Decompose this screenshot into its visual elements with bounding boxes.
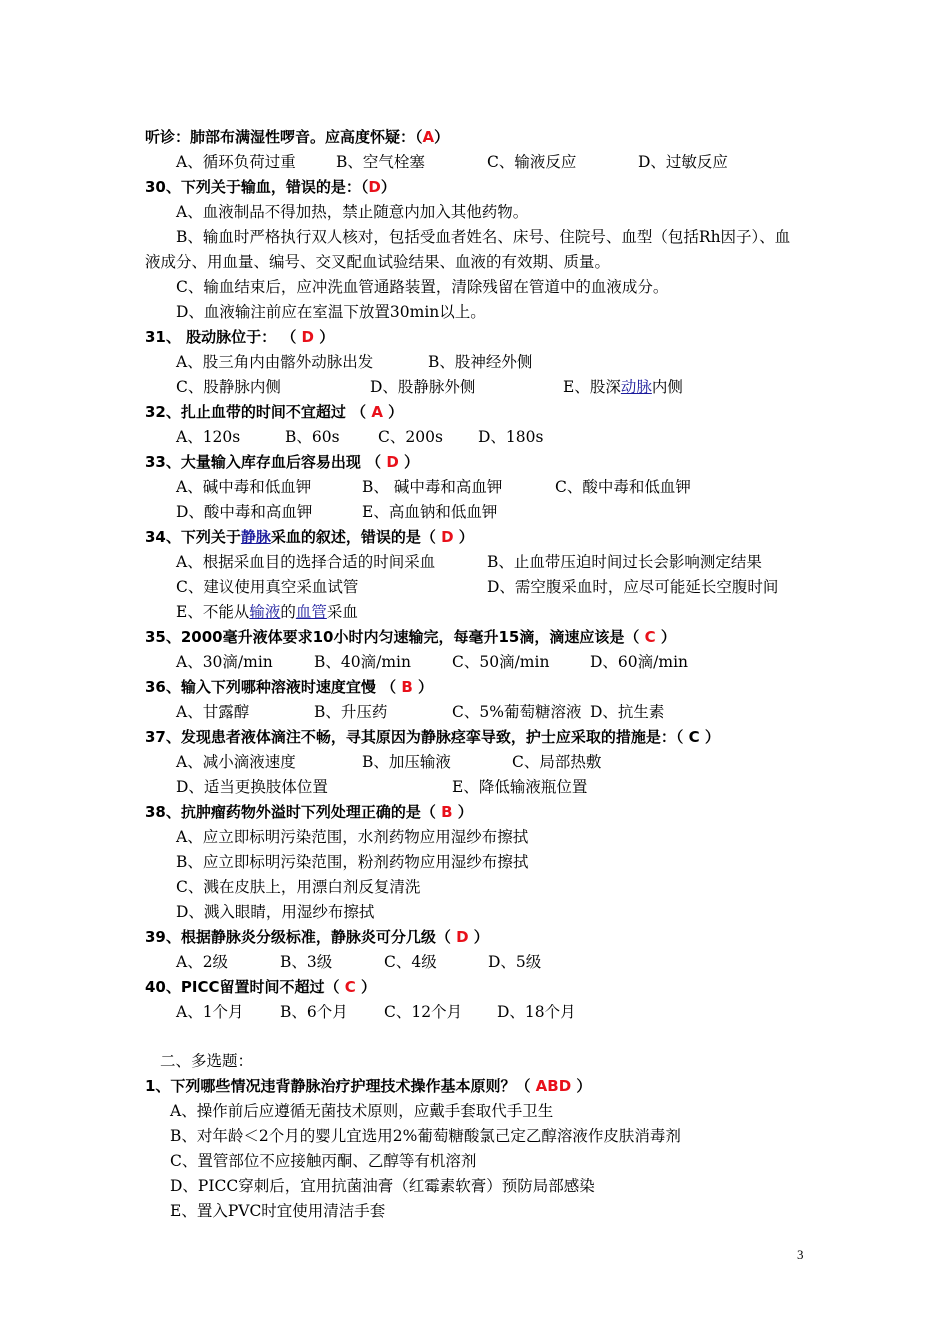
answer-option — [176, 952, 228, 972]
answer-option — [176, 577, 358, 597]
answer-option — [176, 352, 373, 372]
hyperlink[interactable]: 动脉 — [620, 378, 652, 396]
answer-option — [487, 152, 576, 172]
option-text: C、局部热敷 — [512, 753, 602, 771]
body-text: 液成分、用血量、编号、交叉配血试验结果、血液的有效期、质量。 — [145, 253, 611, 271]
answer-option — [563, 377, 683, 397]
hyperlink[interactable]: 静脉 — [240, 528, 271, 546]
answer-key: ABD — [535, 1077, 572, 1095]
option-text: B、60s — [285, 428, 340, 446]
question-text — [145, 127, 449, 147]
answer-option — [384, 1002, 462, 1022]
option-text: E、降低输液瓶位置 — [452, 778, 588, 796]
question-text — [145, 727, 720, 747]
answer-option — [488, 952, 541, 972]
question-text — [145, 1076, 591, 1096]
option-text: B、6个月 — [280, 1003, 348, 1021]
answer-key: D — [301, 328, 314, 346]
option-text: B、股神经外侧 — [428, 353, 533, 371]
option-text: D、180s — [478, 428, 544, 446]
answer-option — [428, 352, 532, 372]
answer-key: A — [422, 128, 435, 146]
option-text: B、40滴/min — [314, 653, 411, 671]
answer-option — [512, 752, 601, 772]
answer-key: D — [456, 928, 469, 946]
answer-key: B — [441, 803, 453, 821]
answer-option — [314, 702, 387, 722]
answer-key: D — [386, 453, 399, 471]
answer-option — [384, 952, 437, 972]
option-text: C、50滴/min — [452, 653, 550, 671]
answer-key: D — [368, 178, 381, 196]
body-text: C、溅在皮肤上，用漂白剂反复清洗 — [176, 878, 421, 896]
option-text: 内侧 — [651, 378, 683, 396]
answer-option — [176, 502, 312, 522]
question-stem: ） — [434, 128, 450, 146]
answer-option — [285, 427, 340, 447]
question-text — [145, 627, 676, 647]
body-text: C、置管部位不应接触丙酮、乙醇等有机溶剂 — [170, 1152, 477, 1170]
body-text: D、溅入眼睛，用湿纱布擦拭 — [176, 903, 375, 921]
option-text: 采血 — [326, 603, 358, 621]
answer-option — [452, 652, 549, 672]
hyperlink[interactable]: 输液 — [249, 603, 281, 621]
option-text: C、200s — [378, 428, 443, 446]
question-text — [145, 677, 433, 697]
answer-option — [176, 702, 249, 722]
answer-option — [176, 152, 296, 172]
option-text: D、过敏反应 — [638, 153, 728, 171]
question-stem: ） — [452, 803, 473, 821]
question-stem: ） — [453, 528, 474, 546]
page-number: 3 — [797, 1247, 804, 1262]
body-text: B、应立即标明污染范围，粉剂药物应用湿纱布擦拭 — [176, 853, 529, 871]
option-text: B、 碱中毒和高血钾 — [362, 478, 503, 496]
question-stem: 39、根据静脉炎分级标准，静脉炎可分几级（ — [145, 928, 457, 946]
option-text: A、2级 — [176, 953, 229, 971]
question-stem: ） — [412, 678, 433, 696]
answer-option — [452, 777, 587, 797]
answer-option — [555, 477, 691, 497]
answer-option — [370, 377, 475, 397]
option-text: C、建议使用真空采血试管 — [176, 578, 359, 596]
question-stem: 36、输入下列哪种溶液时速度宜慢 （ — [145, 678, 402, 696]
question-stem: ） — [355, 978, 376, 996]
option-text: C、4级 — [384, 953, 437, 971]
question-stem: ） — [655, 628, 676, 646]
question-text — [145, 327, 334, 347]
option-text: E、不能从 — [176, 603, 250, 621]
answer-option — [378, 427, 443, 447]
answer-option — [176, 752, 296, 772]
option-text: C、酸中毒和低血钾 — [555, 478, 691, 496]
option-text: B、加压输液 — [362, 753, 451, 771]
option-text: D、5级 — [488, 953, 542, 971]
question-stem: 37、发现患者液体滴注不畅，寻其原因为静脉痉挛导致，护士应采取的措施是：（ C ） — [145, 728, 720, 746]
option-text: D、18个月 — [497, 1003, 576, 1021]
option-text: D、需空腹采血时，应尽可能延长空腹时间 — [487, 578, 779, 596]
option-text: C、输液反应 — [487, 153, 577, 171]
option-text: D、60滴/min — [590, 653, 689, 671]
option-text: D、股静脉外侧 — [370, 378, 476, 396]
answer-key: C — [644, 628, 656, 646]
body-text: B、输血时严格执行双人核对，包括受血者姓名、床号、住院号、血型（包括Rh因子）、血 — [176, 228, 791, 246]
body-text: C、输血结束后，应冲洗血管通路装置，清除残留在管道中的血液成分。 — [176, 278, 669, 296]
question-stem: 32、扎止血带的时间不宜超过 （ — [145, 403, 372, 421]
question-stem: 38、抗肿瘤药物外溢时下列处理正确的是（ — [145, 803, 442, 821]
body-text: A、操作前后应遵循无菌技术原则，应戴手套取代手卫生 — [170, 1102, 554, 1120]
option-text: A、减小滴液速度 — [176, 753, 296, 771]
question-stem: ） — [398, 453, 420, 471]
answer-option — [176, 377, 281, 397]
option-text: E、股深 — [563, 378, 621, 396]
question-stem: 听诊：肺部布满湿性啰音。应高度怀疑：（ — [145, 128, 423, 146]
answer-option — [280, 1002, 348, 1022]
question-text — [145, 452, 419, 472]
answer-key: B — [401, 678, 413, 696]
question-text — [145, 527, 474, 547]
answer-option — [638, 152, 728, 172]
answer-option — [590, 652, 688, 672]
question-stem: ） — [380, 178, 396, 196]
answer-key: C — [344, 978, 356, 996]
answer-option — [497, 1002, 576, 1022]
option-text: 的 — [280, 603, 296, 621]
option-text: B、3级 — [280, 953, 333, 971]
question-stem: 33、大量输入库存血后容易出现 （ — [145, 453, 387, 471]
answer-option — [176, 652, 273, 672]
option-text: C、5%葡萄糖溶液 — [452, 703, 582, 721]
option-text: A、根据采血目的选择合适的时间采血 — [176, 553, 436, 571]
answer-option — [314, 652, 411, 672]
answer-key: A — [371, 403, 383, 421]
body-text: E、置入PVC时宜使用清洁手套 — [170, 1202, 386, 1220]
option-text: C、股静脉内侧 — [176, 378, 281, 396]
answer-option — [176, 477, 311, 497]
answer-option — [362, 502, 497, 522]
body-text: B、对年龄＜2个月的婴儿宜选用2%葡萄糖酸氯己定乙醇溶液作皮肤消毒剂 — [170, 1127, 681, 1145]
option-text: B、空气栓塞 — [336, 153, 425, 171]
question-stem: 1、下列哪些情况违背静脉治疗护理技术操作基本原则？（ — [145, 1077, 536, 1095]
option-text: D、适当更换肢体位置 — [176, 778, 328, 796]
question-stem: 采血的叙述，错误的是（ — [270, 528, 442, 546]
question-text — [145, 977, 376, 997]
question-text — [145, 802, 473, 822]
body-text: A、应立即标明污染范围，水剂药物应用湿纱布擦拭 — [176, 828, 529, 846]
answer-option — [336, 152, 425, 172]
option-text: A、股三角内由髂外动脉出发 — [176, 353, 374, 371]
option-text: D、酸中毒和高血钾 — [176, 503, 313, 521]
answer-key: D — [441, 528, 454, 546]
question-stem: ） — [382, 403, 404, 421]
question-text — [145, 402, 403, 422]
question-text — [145, 177, 396, 197]
option-text: A、1个月 — [176, 1003, 244, 1021]
question-stem: ） — [314, 328, 335, 346]
option-text: A、120s — [176, 428, 241, 446]
hyperlink[interactable]: 血管 — [295, 603, 327, 621]
question-stem: 34、下列关于 — [145, 528, 241, 546]
body-text: D、PICC穿刺后，宜用抗菌油膏（红霉素软膏）预防局部感染 — [170, 1177, 595, 1195]
answer-option — [452, 702, 581, 722]
question-stem: 35、2000毫升液体要求10小时内匀速输完，每毫升15滴，滴速应该是（ — [145, 628, 645, 646]
answer-option — [176, 1002, 244, 1022]
answer-option — [487, 552, 762, 572]
body-text: A、血液制品不得加热，禁止随意内加入其他药物。 — [176, 203, 529, 221]
option-text: D、抗生素 — [590, 703, 665, 721]
answer-option — [176, 777, 328, 797]
option-text: A、碱中毒和低血钾 — [176, 478, 312, 496]
question-stem: ） — [571, 1077, 592, 1095]
question-stem: ） — [468, 928, 489, 946]
answer-option — [176, 602, 358, 622]
answer-option — [478, 427, 543, 447]
question-stem: 40、PICC留置时间不超过（ — [145, 978, 345, 996]
option-text: C、12个月 — [384, 1003, 463, 1021]
answer-option — [362, 477, 502, 497]
body-text: D、血液输注前应在室温下放置30min以上。 — [176, 303, 486, 321]
question-stem: 30、下列关于输血，错误的是：（ — [145, 178, 369, 196]
answer-option — [176, 552, 435, 572]
answer-option — [487, 577, 778, 597]
option-text: B、升压药 — [314, 703, 388, 721]
body-text: 二、多选题： — [160, 1052, 254, 1070]
option-text: B、止血带压迫时间过长会影响测定结果 — [487, 553, 762, 571]
option-text: A、甘露醇 — [176, 703, 250, 721]
option-text: A、循环负荷过重 — [176, 153, 296, 171]
answer-option — [280, 952, 332, 972]
answer-option — [362, 752, 451, 772]
answer-option — [590, 702, 664, 722]
question-text — [145, 927, 489, 947]
question-stem: 31、 股动脉位于： （ — [145, 328, 302, 346]
option-text: E、高血钠和低血钾 — [362, 503, 498, 521]
option-text: A、30滴/min — [176, 653, 273, 671]
answer-option — [176, 427, 240, 447]
